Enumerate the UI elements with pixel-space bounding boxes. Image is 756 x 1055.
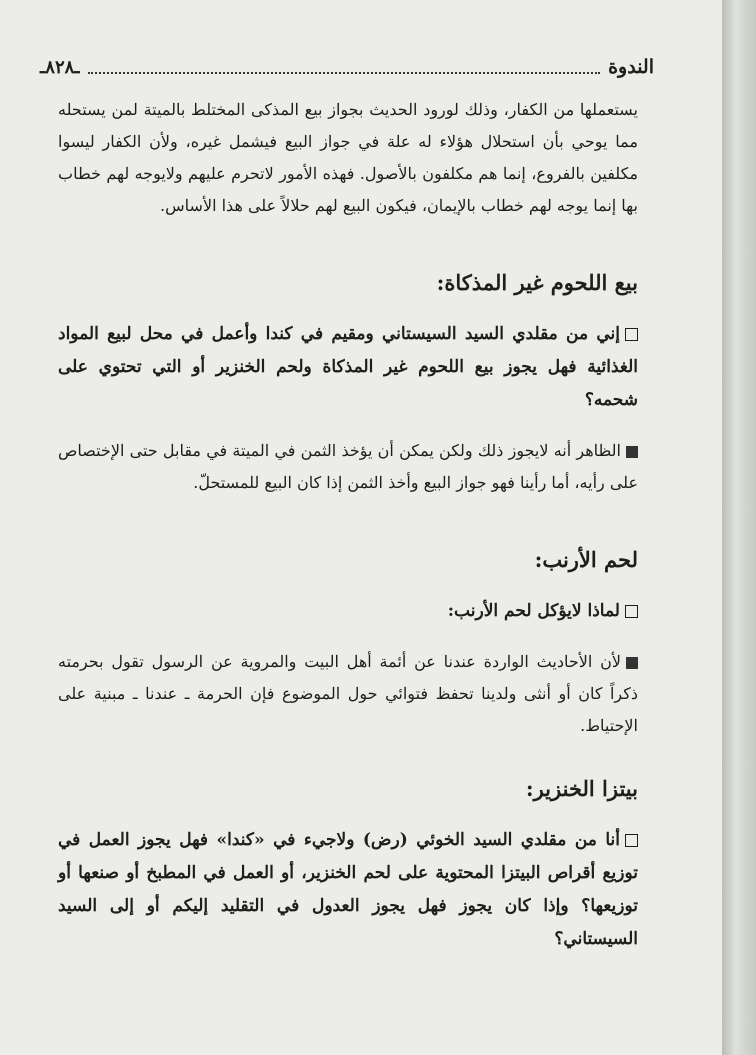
question-box-icon <box>625 328 638 341</box>
question-text: أنا من مقلدي السيد الخوئي (رض) ولاجيء في «كندا» فهل يجوز العمل في توزيع أقراص البيتزا المحتوية على لحم الخنزير، أو العمل في المطبخ أو صنعها أو توزيعها؟ وإذا كان يجوز فهل يجوز العدول في التقليد إليكم أو إلى السيد السيستاني؟ <box>58 830 638 949</box>
answer-paragraph <box>58 646 638 742</box>
question-box-icon <box>625 834 638 847</box>
header-dotted-rule <box>88 72 601 74</box>
question-paragraph <box>58 318 638 417</box>
page-header <box>40 52 654 82</box>
page-edge <box>722 0 756 1055</box>
answer-text: لأن الأحاديث الواردة عندنا عن أئمة أهل البيت والمروية عن الرسول تقول بحرمته ذكراً كان أو أنثى ولدينا تحفظ فتوائي حول الموضوع فإن الحرمة ـ عندنا ـ مبنية على الإحتياط. <box>58 652 638 735</box>
section-heading-meat-sale: بيع اللحوم غير المذكاة: <box>436 270 638 295</box>
answer-square-icon <box>626 446 638 458</box>
running-title: الندوة <box>608 56 654 78</box>
question-text: لماذا لايؤكل لحم الأرنب: <box>447 601 620 621</box>
page-body <box>58 94 638 956</box>
question-text: إني من مقلدي السيد السيستاني ومقيم في كندا وأعمل في محل لبيع المواد الغذائية فهل يجوز بيع اللحوم غير المذكاة ولحم الخنزير أو التي تحتوي على شحمه؟ <box>58 324 638 410</box>
page-number: ـ٨٢٨ـ <box>40 56 80 78</box>
answer-square-icon <box>626 657 638 669</box>
section-heading-rabbit: لحم الأرنب: <box>534 547 638 572</box>
section-heading-pizza: بيتزا الخنزير: <box>525 776 638 801</box>
intro-paragraph: يستعملها من الكفار، وذلك لورود الحديث بجواز بيع المذكى المختلط بالميتة لمن يستحله مما يوحي بأن استحلال هؤلاء له علة في جواز البيع فيشمل غيره، ولأن الكفار ليسوا مكلفين بالفروع، إنما هم مكلفون بالأصول. فهذه الأمور لاتحرم عليهم ولايوجه لهم خطاب بها إنما يوجه لهم خطاب بالإيمان، فيكون البيع لهم حلالاً على هذا الأساس. <box>58 100 638 215</box>
answer-text: الظاهر أنه لايجوز ذلك ولكن يمكن أن يؤخذ الثمن في الميتة في مقابل حتى الإختصاص على رأيه، أما رأينا فهو جواز البيع وأخذ الثمن إذا كان البيع للمستحلّ. <box>58 441 638 492</box>
answer-paragraph <box>58 435 638 499</box>
question-paragraph <box>58 595 638 628</box>
question-paragraph <box>58 824 638 956</box>
question-box-icon <box>625 605 638 618</box>
